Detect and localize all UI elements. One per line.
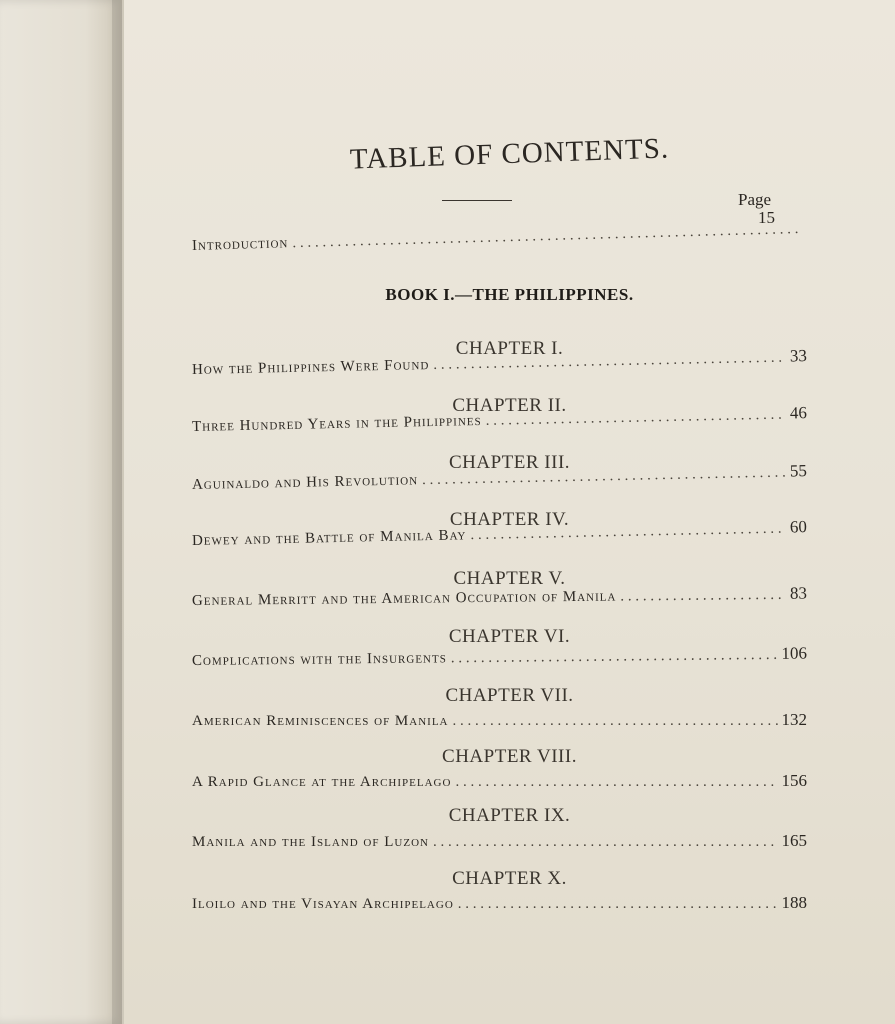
leader-dots [453, 713, 778, 730]
chapter-title: American Reminiscences of Manila [192, 713, 449, 729]
left-page [0, 0, 122, 1024]
leader-dots [458, 896, 778, 913]
chapter-number: CHAPTER IX. [448, 805, 571, 826]
chapter-number: CHAPTER V. [453, 568, 566, 589]
toc-entry [192, 771, 807, 791]
chapter-title: General Merritt and the American Occupation of Manila [191, 588, 617, 609]
leader-dots [433, 350, 786, 374]
book-heading: BOOK I.—THE PHILIPPINES. [385, 285, 634, 304]
leader-dots [455, 774, 777, 791]
chapter-page: 33 [789, 346, 808, 366]
chapter-title: Dewey and the Battle of Manila Bay [191, 527, 467, 549]
chapter-page: 46 [789, 403, 808, 423]
leader-dots [620, 587, 786, 606]
title-rule [442, 200, 512, 201]
chapter-number: CHAPTER VI. [448, 626, 571, 647]
leader-dots [451, 647, 778, 667]
chapter-title: A Rapid Glance at the Archipelago [192, 774, 452, 790]
chapter-title: Iloilo and the Visayan Archipelago [192, 896, 454, 912]
chapter-title: Manila and the Island of Luzon [192, 834, 429, 850]
chapter-page: 60 [789, 517, 808, 537]
leader-dots [422, 465, 786, 490]
chapter-number: CHAPTER I. [455, 338, 564, 359]
chapter-title: Aguinaldo and His Revolution [191, 472, 419, 493]
chapter-number: CHAPTER VIII. [442, 746, 577, 767]
introduction-row [192, 221, 807, 255]
contents-page [124, 0, 895, 1024]
introduction-page: 15 [758, 208, 775, 227]
chapter-page: 55 [789, 461, 808, 481]
chapter-number: CHAPTER X. [452, 868, 567, 889]
page-column-label: Page [738, 190, 772, 209]
toc-entry [192, 831, 807, 851]
chapter-number: CHAPTER IV. [449, 509, 570, 530]
chapter-number: CHAPTER VII. [445, 685, 574, 706]
leader-dots [485, 407, 786, 430]
leader-dots [433, 834, 778, 851]
leader-dots [292, 221, 803, 252]
chapter-number: CHAPTER III. [448, 452, 571, 473]
chapter-page: 132 [781, 710, 807, 729]
chapter-title: Three Hundred Years in the Philippines [191, 412, 482, 435]
chapter-page: 165 [781, 831, 807, 850]
chapter-number: CHAPTER II. [452, 395, 567, 416]
chapter-page: 156 [781, 771, 807, 790]
toc-entry [192, 710, 807, 730]
chapter-page: 83 [789, 583, 808, 603]
toc-entry [192, 893, 807, 913]
chapter-page: 106 [781, 643, 808, 663]
page-title: TABLE OF CONTENTS. [349, 132, 670, 176]
chapter-title: How the Philippines Were Found [191, 357, 430, 378]
chapter-title: Complications with the Insurgents [191, 650, 447, 669]
introduction-label: Introduction [191, 235, 289, 254]
leader-dots [470, 521, 786, 545]
chapter-page: 188 [781, 893, 807, 912]
